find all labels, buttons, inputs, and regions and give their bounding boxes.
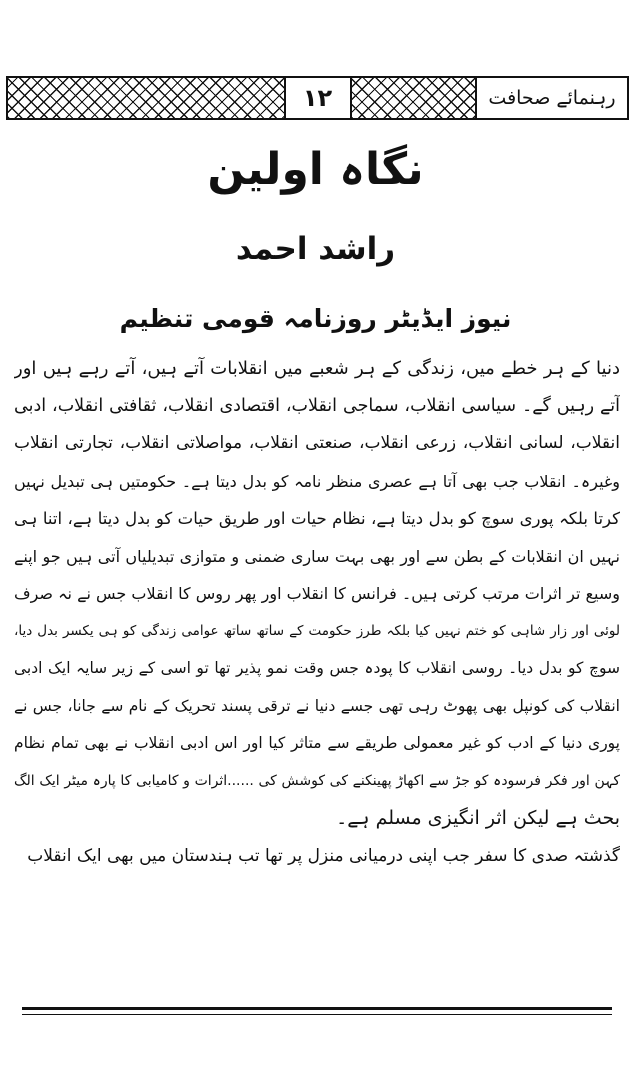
body-line: انقلاب کی کونپل بھی پھوٹ رہی تھی جسے دنیا نے ترقی پسند تحریک کے نام سے جانا، جس نے	[14, 696, 620, 715]
body-line: پوری دنیا کے ادب کو غیر معمولی طریقے سے متاثر کیا اور اس ادبی انقلاب نے بھی تمام نظام	[14, 734, 620, 752]
article-body	[14, 350, 620, 875]
body-line: وغیرہ۔ انقلاب جب بھی آتا ہے عصری منظر نامہ کو بدل دیتا ہے۔ حکومتیں ہی تبدیل نہیں	[14, 471, 620, 491]
footer-rule-thin	[22, 1014, 612, 1015]
footer-rule-thick	[22, 1007, 612, 1010]
body-line: کہن اور فکر فرسودہ کو جڑ سے اکھاڑ پھینکنے کی کوشش کی ......اثرات و کامیابی کا پارہ میٹر ایک الگ	[14, 772, 620, 789]
author-name: راشد احمد	[235, 231, 396, 267]
body-line: کرتا بلکہ پوری سوچ کو بدل دیتا ہے، نظام حیات اور طریق حیات کو بدل دیتا ہے، اتنا ہی	[14, 509, 620, 528]
body-line: لوئی اور زار شاہی کو ختم نہیں کیا بلکہ طرز حکومت کے ساتھ ساتھ عوامی زندگی کو ہی یکسر بدل دیا،	[14, 622, 620, 639]
page-header-band	[6, 76, 629, 120]
body-line: وسیع تر اثرات مرتب کرتی ہیں۔ فرانس کا انقلاب اور پھر روس کا انقلاب جس نے نہ صرف	[14, 584, 620, 603]
article-title: نگاہ اولین	[207, 144, 424, 195]
running-title: رہنمائے صحافت	[475, 78, 627, 118]
author-designation: نیوز ایڈیٹر روزنامہ قومی تنظیم	[119, 304, 512, 333]
body-line: گذشتہ صدی کا سفر جب اپنی درمیانی منزل پر تھا تب ہندستان میں بھی ایک انقلاب	[27, 845, 620, 866]
body-line: نہیں ان انقلابات کے بطن سے اور بھی بہت ساری ضمنی و متوازی تبدیلیاں آتی ہیں جو اپنے	[14, 546, 620, 566]
page-number: ۱۲	[284, 78, 352, 118]
body-line: انقلاب، لسانی انقلاب، زرعی انقلاب، صنعتی انقلاب، مواصلاتی انقلاب، تجارتی انقلاب	[14, 433, 620, 453]
body-line: دنیا کے ہر خطے میں، زندگی کے ہر شعبے میں انقلابات آتے ہیں، آتے رہے ہیں اور	[14, 358, 620, 379]
body-line: آتے رہیں گے۔ سیاسی انقلاب، سماجی انقلاب، اقتصادی انقلاب، ثقافتی انقلاب، ادبی	[14, 395, 620, 416]
body-line: بحث ہے لیکن اثر انگیزی مسلم ہے۔	[336, 807, 620, 829]
body-line: سوچ کو بدل دیا۔ روسی انقلاب کا پودہ جس وقت نمو پذیر تھا تو اسی کے زیر سایہ ایک ادبی	[14, 659, 620, 677]
